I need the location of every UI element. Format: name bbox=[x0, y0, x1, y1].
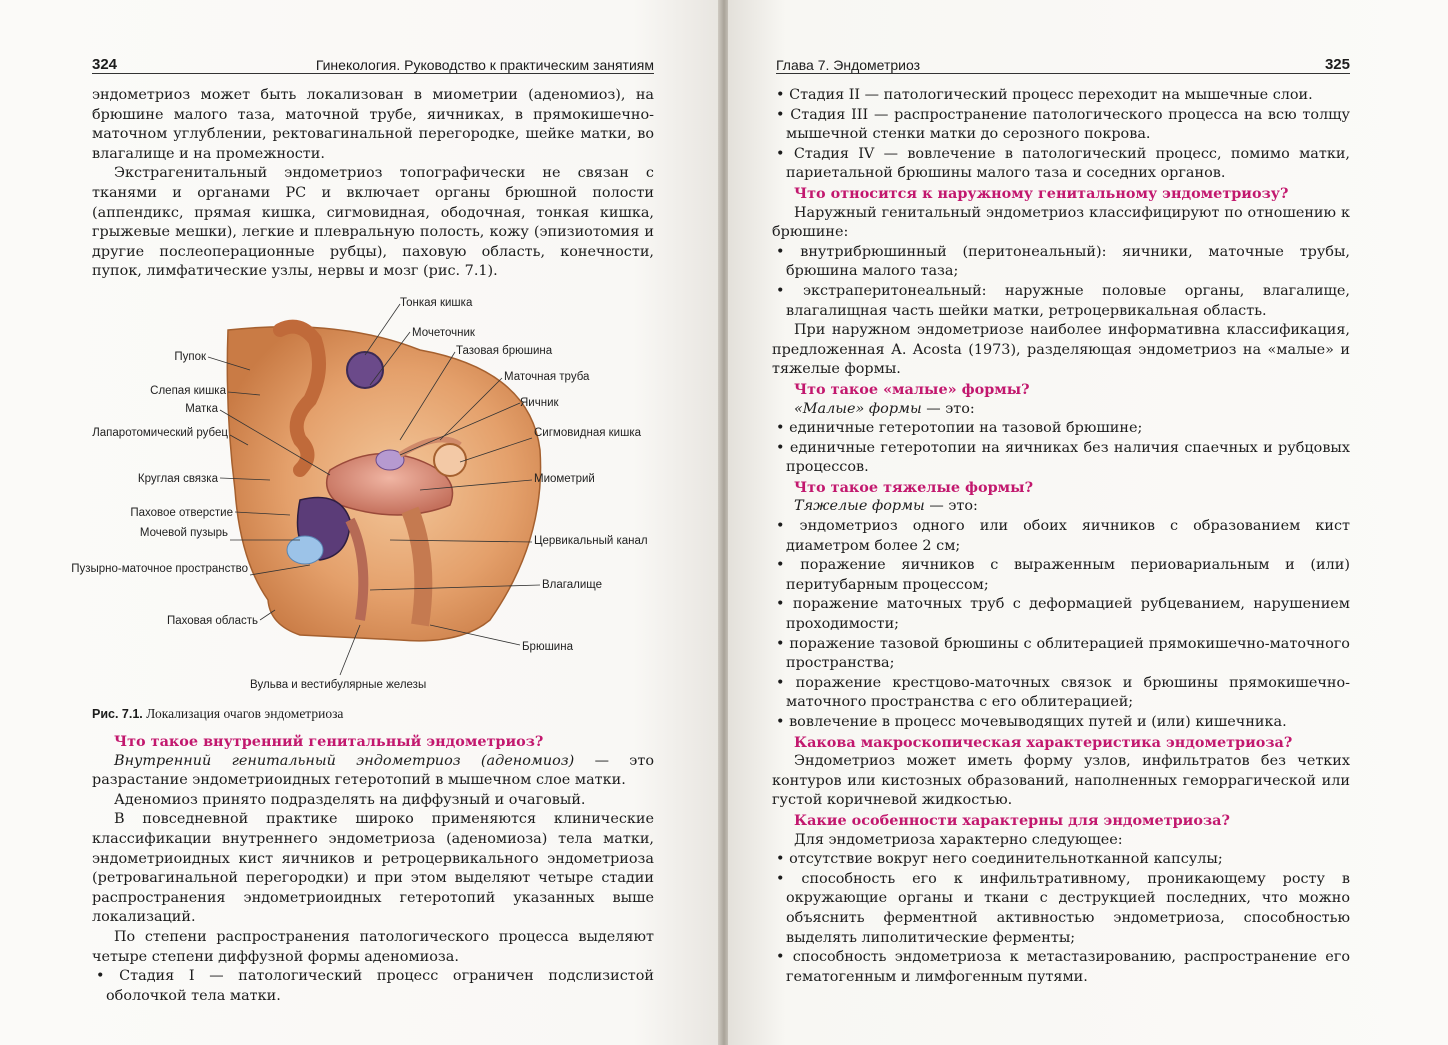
left-bottom-text bbox=[92, 732, 654, 1006]
list-item: • поражение яичников с выраженным периовариальным и (или) перитубарным процессом; bbox=[772, 556, 1350, 595]
paragraph: Наружный генитальный эндометриоз классифицируют по отношению к брюшине: bbox=[772, 204, 1350, 241]
label-round-ligament: Круглая связка bbox=[137, 473, 218, 485]
question-heading: Что такое «малые» формы? bbox=[794, 380, 1030, 398]
right-page bbox=[728, 0, 1448, 1045]
question-heading: Что такое внутренний генитальный эндометриоз? bbox=[114, 733, 544, 750]
running-head-right bbox=[776, 52, 1350, 74]
list-item: • внутрибрюшинный (перитонеальный): яичники, маточные трубы, брюшина малого таза; bbox=[772, 243, 1350, 282]
paragraph: При наружном эндометриозе наиболее информативна классификация, предложенная А. Acosta (1973), разделяющая эндометриоз на «малые» и тяжелые формы. bbox=[772, 322, 1350, 378]
label-small-intestine: Тонкая кишка bbox=[400, 297, 473, 309]
list-item: • Стадия III — распространение патологического процесса на всю толщу мышечной стенки матки до серозного покрова. bbox=[772, 106, 1350, 145]
paragraph bbox=[92, 752, 654, 791]
list-item: • эндометриоз одного или обоих яичников с образованием кист диаметром более 2 см; bbox=[772, 517, 1350, 556]
label-sigmoid-colon: Сигмовидная кишка bbox=[534, 427, 641, 439]
question-heading: Какие особенности характерны для эндометриоза? bbox=[794, 811, 1230, 829]
right-text bbox=[772, 86, 1350, 987]
list-item: • единичные гетеротопии на тазовой брюшине; bbox=[772, 419, 1350, 439]
list-item: • Стадия II — патологический процесс переходит на мышечные слои. bbox=[772, 86, 1350, 106]
paragraph bbox=[772, 400, 1350, 420]
list-item: • способность эндометриоза к метастазированию, распространение его гематогенным и лимфогенным путями. bbox=[772, 948, 1350, 987]
paragraph: По степени распространения патологического процесса выделяют четыре степени диффузной формы аденомиоза. bbox=[92, 928, 654, 965]
label-vagina: Влагалище bbox=[542, 579, 602, 591]
label-inguinal-ring: Паховое отверстие bbox=[130, 507, 233, 519]
italic-term: Внутренний генитальный эндометриоз (аденомиоз) bbox=[114, 752, 575, 769]
page-number: 324 bbox=[92, 56, 118, 73]
label-myometrium: Миометрий bbox=[534, 473, 595, 485]
running-head-title: Глава 7. Эндометриоз bbox=[776, 57, 921, 73]
label-inguinal-region: Паховая область bbox=[166, 615, 258, 627]
page-number: 325 bbox=[1324, 56, 1350, 73]
question-heading: Что относится к наружному генитальному эндометриозу? bbox=[794, 184, 1289, 202]
paragraph bbox=[772, 497, 1350, 517]
label-navel: Пупок bbox=[174, 351, 206, 363]
label-vesicouterine-space: Пузырно-маточное пространство bbox=[71, 563, 248, 575]
left-top-text bbox=[92, 86, 654, 282]
label-fallopian-tube: Маточная труба bbox=[504, 371, 590, 383]
paragraph: Экстрагенитальный эндометриоз топографически не связан с тканями и органами РС и включает органы брюшной полости (аппендикс, прямая кишка, сигмовидная, ободочная, тонкая кишка, грыжевые мешки), легкие и плевральную полость, кожу (эпизиотомия и другие послеоперационные рубцы), паховую область, конечности, пупок, лимфатические узлы, нервы и мозг (рис. 7.1). bbox=[92, 165, 654, 280]
figure-caption bbox=[92, 706, 343, 722]
paragraph: Для эндометриоза характерно следующее: bbox=[794, 831, 1123, 848]
paragraph-rest: — это: bbox=[924, 498, 978, 515]
paragraph-rest: — это разрастание эндометриоидных гетеротопий в мышечном слое матки. bbox=[92, 752, 654, 789]
label-laparotomy-scar: Лапаротомический рубец bbox=[92, 427, 228, 439]
list-item: • экстраперитонеальный: наружные половые органы, влагалище, влагалищная часть шейки матки, ретроцервикальная область. bbox=[772, 282, 1350, 321]
paragraph: Аденомиоз принято подразделять на диффузный и очаговый. bbox=[114, 791, 586, 808]
list-item: • поражение крестцово-маточных связок и брюшины прямокишечно-маточного пространства с его облитерацией; bbox=[772, 674, 1350, 713]
label-ureter: Мочеточник bbox=[412, 327, 475, 339]
question-heading: Что такое тяжелые формы? bbox=[794, 478, 1034, 496]
list-item: • Стадия I — патологический процесс ограничен подслизистой оболочкой тела матки. bbox=[92, 967, 654, 1006]
sigmoid-colon bbox=[434, 444, 466, 476]
label-cervical-canal: Цервикальный канал bbox=[534, 535, 648, 547]
italic-term: «Малые» формы bbox=[794, 400, 922, 417]
caption-text: Локализация очагов эндометриоза bbox=[146, 706, 344, 721]
paragraph: Эндометриоз может иметь форму узлов, инфильтратов без четких контуров или кистозных образований, наполненных геморрагической или густой коричневой жидкостью. bbox=[772, 753, 1350, 809]
running-head-left bbox=[92, 52, 654, 74]
label-pelvic-peritoneum: Тазовая брюшина bbox=[456, 345, 553, 357]
label-uterus: Матка bbox=[185, 403, 218, 415]
paragraph: В повседневной практике широко применяются клинические классификации внутреннего эндометриоза (аденомиоза) тела матки, эндометриоидных кист яичников и ретроцервикального эндометриоза (ретровагинальной перегородки) и при этом выделяют четыре стадии распространения эндометриоидных гетеротопий указанных выше локализаций. bbox=[92, 811, 654, 926]
list-item: • Стадия IV — вовлечение в патологический процесс, помимо матки, париетальной брюшины малого таза и соседних органов. bbox=[772, 145, 1350, 184]
label-peritoneum: Брюшина bbox=[522, 641, 573, 653]
left-page bbox=[0, 0, 720, 1045]
paragraph-rest: — это: bbox=[921, 400, 975, 417]
label-bladder: Мочевой пузырь bbox=[139, 527, 228, 539]
list-item: • отсутствие вокруг него соединительнотканной капсулы; bbox=[772, 850, 1350, 870]
list-item: • способность его к инфильтративному, проникающему росту в окружающие органы и ткани с деструкцией последних, что можно объяснить ферментной активностью эндометриоза, способностью выделять липолитические ферменты; bbox=[772, 870, 1350, 948]
caption-number: Рис. 7.1. bbox=[92, 707, 143, 721]
anatomy-figure bbox=[71, 290, 660, 700]
list-item: • вовлечение в процесс мочевыводящих путей и (или) кишечника. bbox=[772, 713, 1350, 733]
label-cecum: Слепая кишка bbox=[150, 385, 226, 397]
ureter-section bbox=[347, 352, 383, 388]
question-heading: Какова макроскопическая характеристика эндометриоза? bbox=[794, 733, 1293, 751]
label-ovary: Яичник bbox=[520, 397, 559, 409]
list-item: • поражение маточных труб с деформацией рубцеванием, нарушением проходимости; bbox=[772, 595, 1350, 634]
running-head-title: Гинекология. Руководство к практическим занятиям bbox=[315, 57, 654, 73]
paragraph: эндометриоз может быть локализован в миометрии (аденомиоз), на брюшине малого таза, маточной трубе, яичниках, в прямокишечно-маточном углублении, ректовагинальной перегородке, шейке матки, во влагалище и на промежности. bbox=[92, 87, 654, 162]
label-vulva: Вульва и вестибулярные железы bbox=[250, 679, 427, 691]
list-item: • единичные гетеротопии на яичниках без наличия спаечных и рубцовых процессов. bbox=[772, 439, 1350, 478]
list-item: • поражение тазовой брюшины с облитерацией прямокишечно-маточного пространства; bbox=[772, 635, 1350, 674]
italic-term: Тяжелые формы bbox=[794, 498, 925, 515]
